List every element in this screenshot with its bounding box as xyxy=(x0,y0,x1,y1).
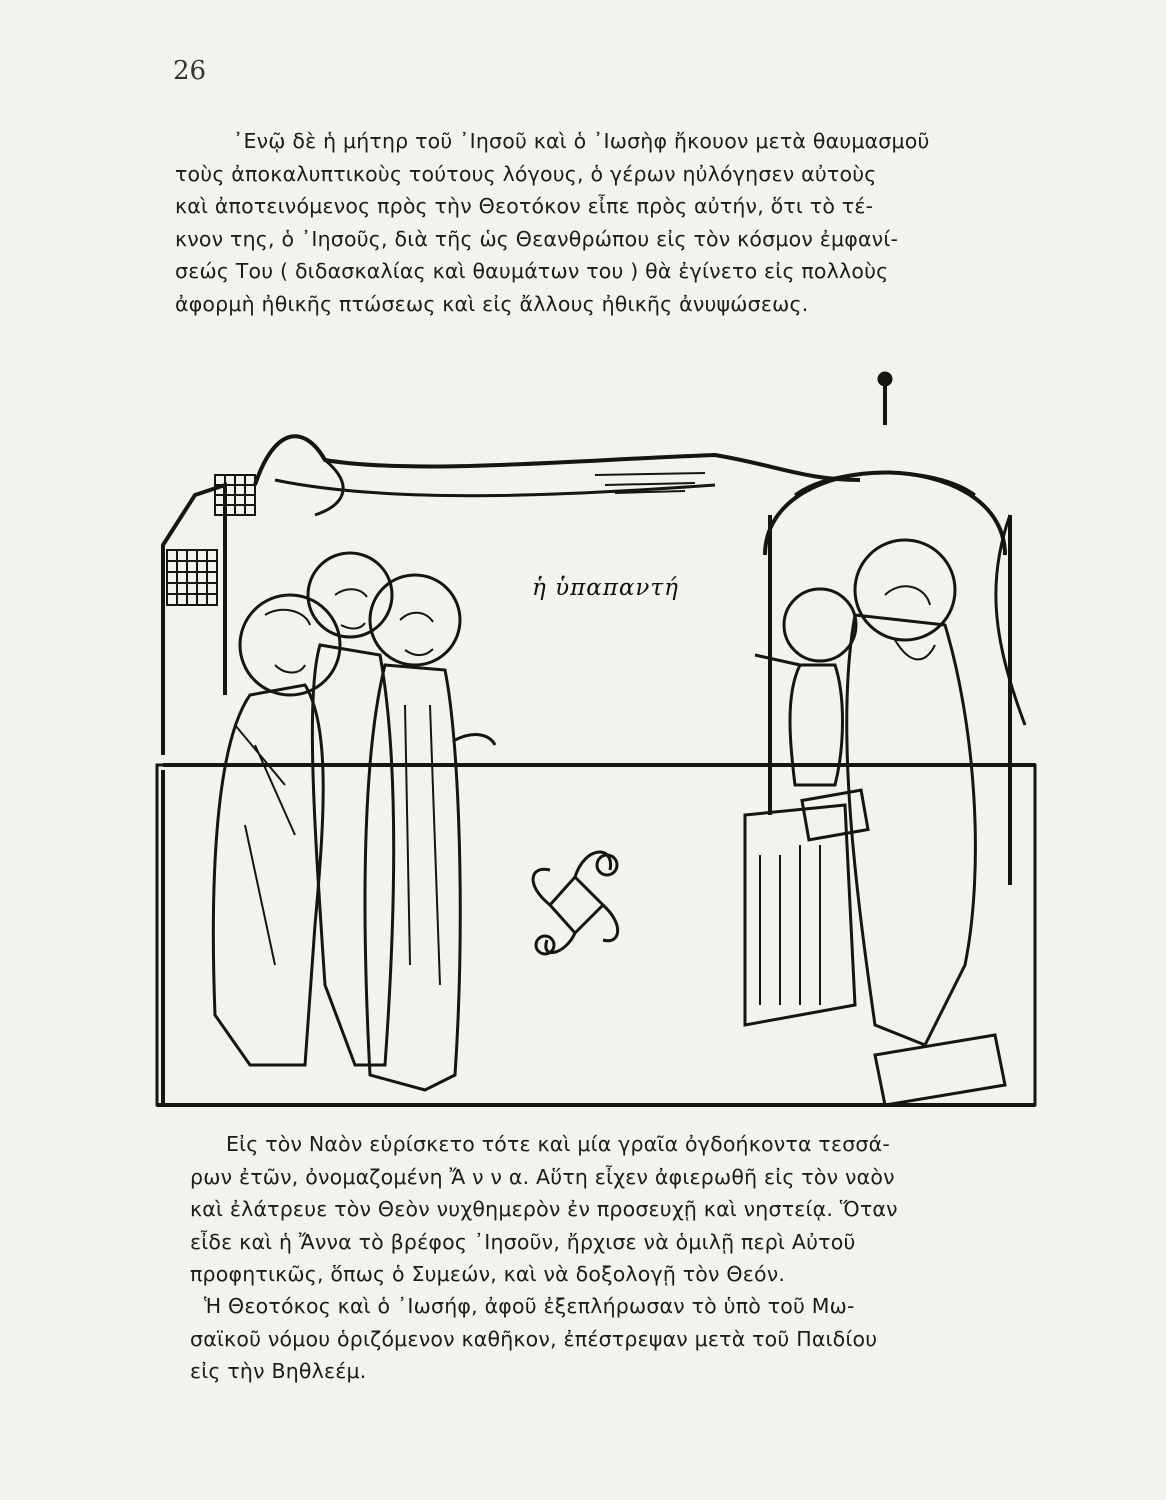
text-line: κνον της, ὁ ᾿Ιησοῦς, διὰ τῆς ὡς Θεανθρώπου εἰς τὸν κόσμον ἐμφανί- xyxy=(175,226,899,251)
presentation-woodcut-illustration xyxy=(155,365,1037,1110)
floor-ornament xyxy=(533,852,618,954)
text-line: καὶ ἐλάτρευε τὸν Θεὸν νυχθημερὸν ἐν προσευχῇ καὶ νηστείᾳ. Ὅταν xyxy=(190,1197,898,1222)
page-number: 26 xyxy=(173,56,207,86)
floor-frame xyxy=(157,765,1035,1105)
text-line: τοὺς ἀποκαλυπτικοὺς τούτους λόγους, ὁ γέρων ηὐλόγησεν αὐτοὺς xyxy=(175,161,877,186)
text-line: Ἡ Θεοτόκος καὶ ὁ ᾿Ιωσήφ, ἀφοῦ ἐξεπλήρωσαν τὸ ὑπὸ τοῦ Μω- xyxy=(204,1294,855,1318)
text-line: προφητικῶς, ὅπως ὁ Συμεών, καὶ νὰ δοξολογῇ τὸν Θεόν. xyxy=(190,1262,786,1287)
left-building xyxy=(163,485,225,755)
velum-drape xyxy=(255,436,860,485)
anna-figure xyxy=(365,575,495,1090)
mary-figure xyxy=(308,553,394,1065)
text-line: Εἰς τὸν Ναὸν εὑρίσκετο τότε καὶ μία γραῖα ὀγδοήκοντα τεσσά- xyxy=(226,1132,890,1156)
paragraph-2 xyxy=(190,1128,1022,1291)
text-line: καὶ ἀποτεινόμενος πρὸς τὴν Θεοτόκον εἶπε πρὸς αὐτήν, ὅτι τὸ τέ- xyxy=(175,194,874,219)
joseph-figure xyxy=(213,595,340,1065)
text-line: εἰς τὴν Βηθλεέμ. xyxy=(190,1359,367,1384)
illustration-caption: ἡ ὑπαπαντή xyxy=(532,575,679,601)
paragraph-3 xyxy=(190,1290,1022,1388)
text-line: ρων ἐτῶν, ὀνομαζομένη Ἄ ν ν α. Αὕτη εἶχεν ἀφιερωθῆ εἰς τὸν ναὸν xyxy=(190,1164,895,1189)
text-line: ἀφορμὴ ἠθικῆς πτώσεως καὶ εἰς ἄλλους ἠθικῆς ἀνυψώσεως. xyxy=(175,291,809,316)
building-window xyxy=(167,475,255,605)
simeon-figure xyxy=(847,540,976,1045)
text-line: ᾿Ενῷ δὲ ἡ μήτηρ τοῦ ᾿Ιησοῦ καὶ ὁ ᾿Ιωσὴφ ἤκουον μετὰ θαυμασμοῦ xyxy=(233,129,930,153)
footstool xyxy=(875,1035,1005,1105)
text-line: σαϊκοῦ νόμου ὁριζόμενον καθῆκον, ἐπέστρεψαν μετὰ τοῦ Παιδίου xyxy=(190,1326,878,1351)
text-line: σεώς Του ( διδασκαλίας καὶ θαυμάτων του ) θὰ ἐγίνετο εἰς πολλοὺς xyxy=(175,259,889,284)
altar xyxy=(745,790,868,1025)
text-line: εἶδε καὶ ἡ Ἄννα τὸ βρέφος ᾿Ιησοῦν, ἤρχισε νὰ ὁμιλῇ περὶ Αὐτοῦ xyxy=(190,1229,856,1254)
paragraph-1 xyxy=(175,125,1025,321)
